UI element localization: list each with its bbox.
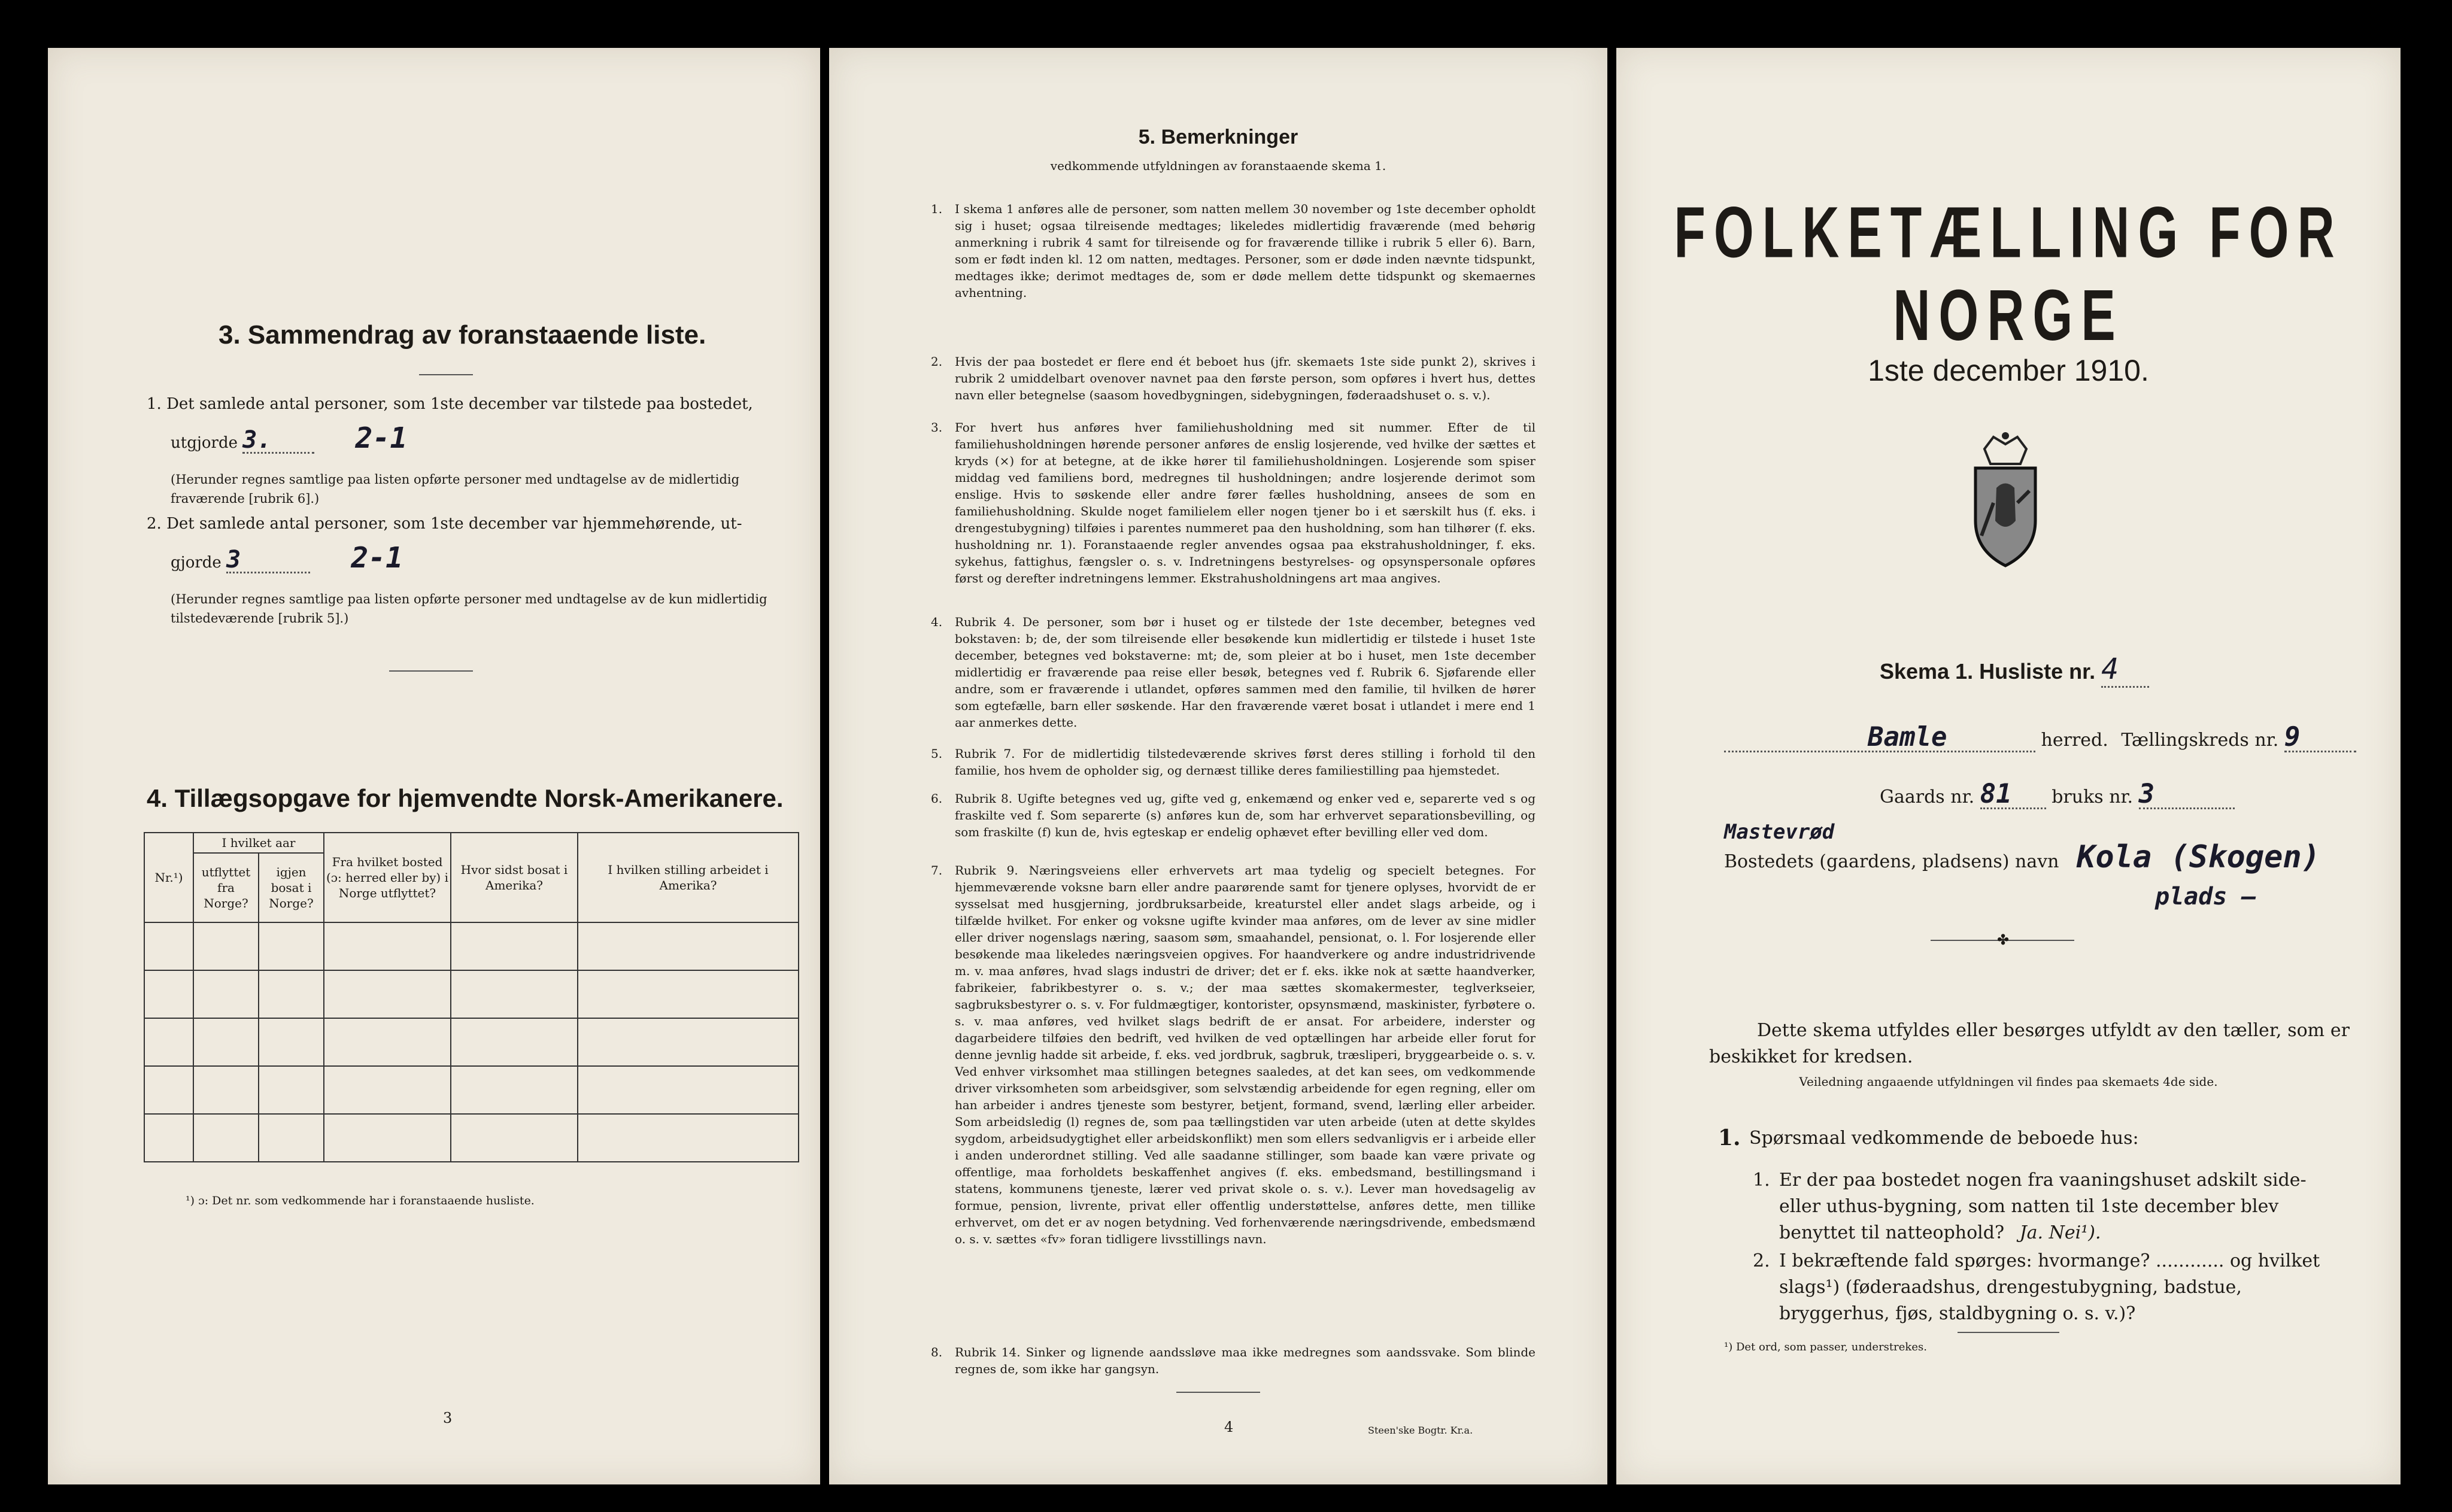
husliste-number: 4 <box>2101 652 2149 688</box>
skema-label: Skema 1. Husliste nr. <box>1880 659 2096 684</box>
col-nr: Nr.¹) <box>144 833 193 922</box>
bruks-label: bruks nr. <box>2052 787 2134 807</box>
item2-label: gjorde <box>171 554 221 572</box>
info-text: Dette skema utfyldes eller besørges utfyldt av den tæller, som er beskikket for kredsen. <box>1709 1020 2350 1067</box>
info-small: Veiledning angaaende utfyldningen vil findes paa skemaets 4de side. <box>1799 1074 2218 1089</box>
kreds-number: 9 <box>2284 724 2356 752</box>
table-row <box>144 970 799 1018</box>
gaards-label: Gaards nr. <box>1880 787 1975 807</box>
page-left <box>48 48 820 1484</box>
bruks-number: 3 <box>2139 781 2235 809</box>
item1-value: 3. <box>242 428 314 454</box>
footnote: ¹) ɔ: Det nr. som vedkommende har i foranstaaende husliste. <box>186 1194 535 1207</box>
col-utflyttet: utflyttet fra Norge? <box>193 853 259 922</box>
col-year-group: I hvilket aar <box>193 833 324 853</box>
census-date: 1ste december 1910. <box>1868 354 2149 387</box>
item2-line <box>171 541 403 575</box>
gaards-number: 81 <box>1980 781 2046 809</box>
col-stilling: I hvilken stilling arbeidet i Amerika? <box>578 833 799 922</box>
page-number: 4 <box>1224 1419 1234 1435</box>
item1-line <box>171 421 408 455</box>
remark-item: 4. Rubrik 4. De personer, som bør i huset og er tilstede der 1ste december, betegnes ved bokstaven: b; de, der som tilreisende eller besøkende kun midlertidig er tilstede i huset 1ste december, betegnes ved bokstaverne: mt; de, som pleier at bo i huset, men 1ste december midlertidig er fraværende paa reise eller besøk, betegnes ved f. Rubrik 6. Sjøfarende eller andre, som er fraværende i utlandet, opføres sammen med den familie, til hvilken de hører som egtefælle, barn eller søskende. Har den fraværende været bosat i utlandet i mere end 1 aar anmerkes dette. <box>931 615 1535 730</box>
q1-number: 1. <box>1753 1170 1770 1191</box>
remark-item: 2. Hvis der paa bostedet er flere end ét beboet hus (jfr. skemaets 1ste side punkt 2), skrives i rubrik 2 umiddelbart ovenover navnet paa den første person, som opføres i hvert hus, dettes navn eller betegnelse (saasom hovedbygningen, sidebygningen, føderaadshuset o. s. v.). <box>931 354 1535 402</box>
remarks-title: 5. Bemerkninger <box>1138 126 1298 148</box>
coat-of-arms-icon <box>1961 431 2050 569</box>
bosted-label: Bostedets (gaardens, pladsens) navn <box>1724 851 2059 872</box>
remark-item: 1. I skema 1 anføres alle de personer, som natten mellem 30 november og 1ste december opholdt sig i huset; ogsaa tilreisende medtages; likeledes midlertidig fraværende (med behørig anmerkning i rubrik 4 samt for tilreisende og for fraværende tillike i rubrik 5 eller 6). Barn, som er født inden kl. 12 om natten, medtages. Personer, som er døde inden nævnte tidspunkt, medtages ikke; derimot medtages de, som er døde mellem dette tidspunkt og skemaernes avhentning. <box>931 202 1535 300</box>
q1-text: Er der paa bostedet nogen fra vaaningshuset adskilt side- eller uthus-bygning, som natten til 1ste december blev benyttet til natteophold? Ja. Nei¹). <box>1779 1170 2307 1243</box>
table-row <box>144 922 799 970</box>
table-row <box>144 1066 799 1114</box>
census-title: FOLKETÆLLING FOR NORGE <box>1674 192 2343 356</box>
table-row <box>144 1018 799 1066</box>
item2-hand: 2-1 <box>351 541 403 575</box>
q-title: Spørsmaal vedkommende de beboede hus: <box>1749 1128 2139 1149</box>
remark-item: 3. For hvert hus anføres hver familiehusholdning med sit nummer. Efter de til familiehusholdningen hørende personer anføres de enslig losjerende, ved hvilke der sættes et kryds (×) for at betegne, at de ikke hører til familiehusholdningen. Losjerende som spiser middag ved familiens bord, medregnes til husholdningen; andre losjerende derimot som enslige. Hvis to søskende eller andre fører fælles husholdning, ansees de som en familiehusholdning. Skulde noget familielem eller nogen tjener bo i et særskilt hus (f. eks. i drengestubygning) tilføies i parentes nummeret paa den husholdning, som han tilhører (f. eks. husholdning nr. 1). Foranstaaende regler anvendes ogsaa paa ekstrahusholdninger, f. eks. sykehus, fattighus, fængsler o. s. v. Indretningens bestyrelses- og opsynspersonale opføres først og derefter indretningens lemmer. Ekstrahusholdningens art maa angives. <box>931 420 1535 585</box>
gaards-line <box>1880 781 2235 810</box>
q-number: 1. <box>1718 1125 1741 1150</box>
skema-line <box>1880 652 2149 688</box>
remark-item: 6. Rubrik 8. Ugifte betegnes ved ug, gifte ved g, enkemænd og enker ved e, separerte ved s og fraskilte ved f. Som separerte (s) anføres kun de, som har erhvervet separationsbevilling, og som fraskilte (f) kun de, hvis egteskap er endelig ophævet efter bevilling eller ved dom. <box>931 791 1535 839</box>
bosted-prefix: Mastevrød <box>1724 820 1835 844</box>
kreds-label: Tællingskreds nr. <box>2121 730 2279 751</box>
q2-number: 2. <box>1753 1250 1770 1271</box>
item1-note: (Herunder regnes samtlige paa listen opførte personer med undtagelse av de midlertidig fraværende [rubrik 6].) <box>171 472 740 506</box>
col-sidst: Hvor sidst bosat i Amerika? <box>451 833 578 922</box>
bosted-value: Kola (Skogen) <box>2077 839 2321 875</box>
divider <box>419 374 473 375</box>
remark-item: 7. Rubrik 9. Næringsveiens eller erhvervets art maa tydelig og specielt betegnes. For hjemmeværende voksne barn eller andre paarørende samt for tjenere oplyses, hvorvidt de er sysselsat med husgjerning, jordbruksarbeide, kreaturstel eller andet slags arbeide, og i tilfælde hvilket. For enker og voksne ugifte kvinder maa anføres, om de lever av sine midler eller driver nogenslags næring, saasom søm, smaahandel, pensionat, o. l. For losjerende eller besøkende maa likeledes næringsveien opgives. For haandverkere og andre industridrivende m. v. maa anføres, hvad slags industri de driver; det er f. eks. ikke nok at sætte haandverker, fabrikeier, fabrikbestyrer o. s. v.; der maa sættes skomakermester, teglverkseier, sagbruksbestyrer o. s. v. For fuldmægtiger, kontorister, opsynsmænd, maskinister, fyrbøtere o. s. v. maa anføres, ved hvilket slags bedrift de er ansat. For arbeidere, inderster og dagarbeidere tilføies den bedrift, ved hvilken de ved optællingen har arbeide eller forut for denne jevnlig hadde sit arbeide, f. eks. ved jordbruk, sagbruk, træsliperi, bryggearbeide o. s. v. Ved enhver virksomhet maa stillingen betegnes saaledes, at det kan sees, om vedkommende driver virksomheten som arbeidsgiver, som selvstændig arbeidende for egen regning, eller om han arbeider i andres tjeneste som bestyrer, betjent, formand, svend, lærling eller arbeider. Som arbeidsledig (l) regnes de, som paa tællingstiden var uten arbeide (uten at dette skyldes sygdom, arbeidsudygtighet eller arbeidskonflikt) men som ellers sedvanligvis er i arbeide eller i anden underordnet stilling. Ved alle saadanne stillinger, som baade kan være private og offentlige, maa forholdets beskaffenhet angives (f. eks. embedsmand, bestillingsmand i statens, kommunens tjeneste, lærer ved privat skole o. s. v.). Lever man hovedsagelig av formue, pension, livrente, privat eller offentlig understøttelse, anføres dette, men tillike erhvervet, om det er av nogen betydning. Ved forhenværende næringsdrivende, embedsmænd o. s. v. sættes «fv» foran tidligere livsstillings navn. <box>931 863 1535 1246</box>
col-bosted: Fra hvilket bosted (ɔ: herred eller by) i Norge utflyttet? <box>324 833 451 922</box>
item1-text: 1. Det samlede antal personer, som 1ste december var tilstede paa bostedet, <box>147 395 753 413</box>
col-bosat: igjen bosat i Norge? <box>259 853 324 922</box>
table-row <box>144 1114 799 1162</box>
herred-label: herred. <box>2041 730 2108 751</box>
footnote: ¹) Det ord, som passer, understrekes. <box>1724 1341 1927 1353</box>
page-right <box>1616 48 2401 1484</box>
printer-mark: Steen'ske Bogtr. Kr.a. <box>1368 1425 1473 1436</box>
q1-answer: Ja. Nei¹). <box>2019 1222 2101 1243</box>
section4-title: 4. Tillægsopgave for hjemvendte Norsk-Amerikanere. <box>147 784 784 812</box>
remark-item: 5. Rubrik 7. For de midlertidig tilstedeværende skrives først deres stilling i forhold til den familie, hos hvem de opholder sig, og dernæst tillike deres familiestilling paa hjemstedet. <box>931 746 1535 778</box>
item2-note: (Herunder regnes samtlige paa listen opførte personer med undtagelse av de kun midlertidig tilstedeværende [rubrik 5].) <box>171 592 767 626</box>
item1-hand: 2-1 <box>355 421 408 455</box>
remarks-subtitle: vedkommende utfyldningen av foranstaaende skema 1. <box>1050 159 1386 173</box>
ornament-icon: ✤ <box>1997 931 2010 948</box>
remark-item: 8. Rubrik 14. Sinker og lignende aandssløve maa ikke medregnes som aandssvake. Som blinde regnes de, som ikke har gangsyn. <box>931 1345 1535 1376</box>
item2-text: 2. Det samlede antal personer, som 1ste december var hjemmehørende, ut- <box>147 515 742 533</box>
section3-title: 3. Sammendrag av foranstaaende liste. <box>219 320 706 350</box>
divider <box>1176 1392 1260 1393</box>
item2-value: 3 <box>226 548 310 573</box>
page-middle <box>829 48 1607 1484</box>
page-number: 3 <box>443 1410 453 1426</box>
herred-line <box>1724 724 2356 754</box>
divider <box>1958 1332 2059 1333</box>
bosted-line <box>1724 839 2321 875</box>
herred-value: Bamle <box>1724 724 2035 752</box>
norsk-amerikaner-table <box>144 832 799 1162</box>
bosted-line2: plads – <box>2155 883 2256 910</box>
q2-text: I bekræftende fald spørges: hvormange? ............ og hvilket slags¹) (føderaadshus, drengestubygning, badstue, bryggerhus, fjøs, staldbygning o. s. v.)? <box>1779 1250 2320 1324</box>
divider <box>389 670 473 672</box>
item1-label: utgjorde <box>171 434 238 452</box>
